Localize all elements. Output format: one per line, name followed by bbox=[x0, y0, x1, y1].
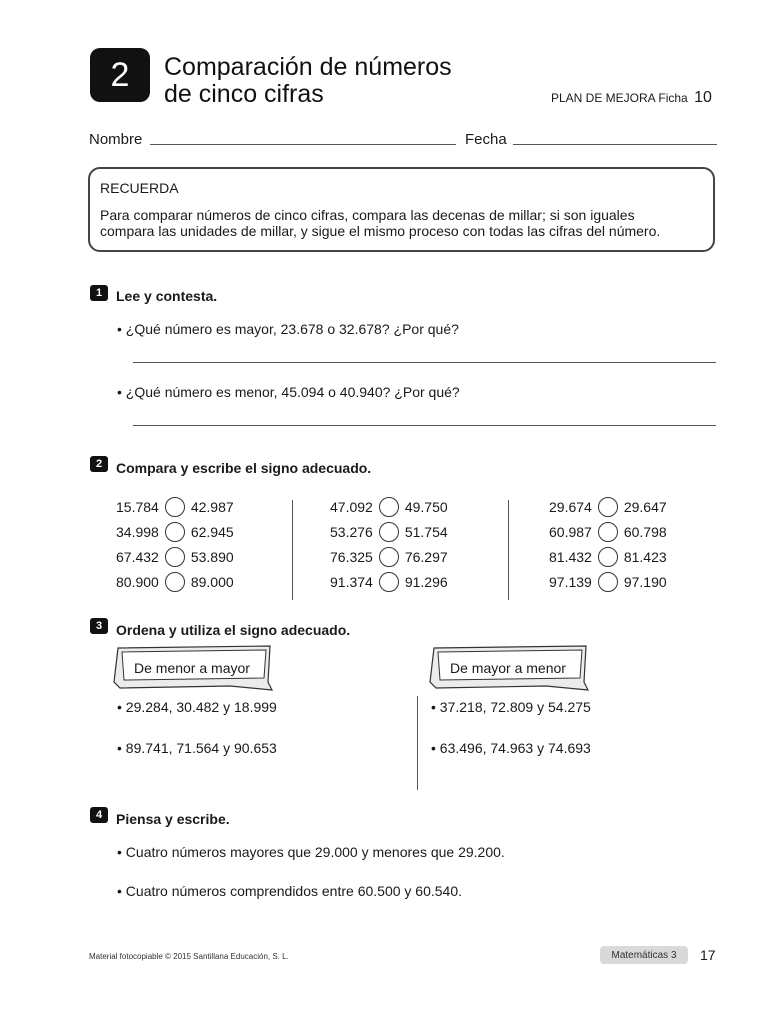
ex1-question-2: • ¿Qué número es menor, 45.094 o 40.940? ¿Por qué? bbox=[117, 384, 460, 400]
fecha-label: Fecha bbox=[465, 131, 507, 148]
page-number: 17 bbox=[700, 947, 716, 963]
compare-column-1 bbox=[116, 494, 234, 594]
unit-number: 2 bbox=[110, 55, 130, 94]
subject-badge: Matemáticas 3 bbox=[600, 946, 688, 964]
compare-row: 91.374 91.296 bbox=[330, 573, 448, 590]
compare-column-2 bbox=[330, 494, 448, 594]
exercise-3-icon: 3 bbox=[90, 618, 108, 634]
ex3-left-item-1: • 29.284, 30.482 y 18.999 bbox=[117, 699, 277, 715]
compare-row: 15.784 42.987 bbox=[116, 498, 234, 515]
ex1-answer-line-2[interactable] bbox=[133, 425, 716, 426]
page-title bbox=[164, 54, 452, 108]
tag-menor-mayor: De menor a mayor bbox=[134, 660, 250, 676]
exercise-4-icon: 4 bbox=[90, 807, 108, 823]
plan-text: PLAN DE MEJORA bbox=[551, 91, 656, 105]
compare-row: 29.674 29.647 bbox=[549, 498, 667, 515]
column-divider bbox=[508, 500, 509, 600]
recuerda-text bbox=[100, 207, 710, 239]
ex3-right-item-2: • 63.496, 74.963 y 74.693 bbox=[431, 740, 591, 756]
ex3-right-item-1: • 37.218, 72.809 y 54.275 bbox=[431, 699, 591, 715]
ex3-left-item-2: • 89.741, 71.564 y 90.653 bbox=[117, 740, 277, 756]
recuerda-line-1: Para comparar números de cinco cifras, compara las decenas de millar; si son iguales bbox=[100, 207, 635, 223]
sign-circle[interactable] bbox=[165, 547, 185, 567]
nombre-label: Nombre bbox=[89, 131, 143, 148]
ex4-item-1: • Cuatro números mayores que 29.000 y menores que 29.200. bbox=[117, 844, 505, 860]
title-line-2: de cinco cifras bbox=[164, 80, 324, 108]
plan-label bbox=[551, 89, 712, 107]
recuerda-line-2: compara las unidades de millar, y sigue el mismo proceso con todas las cifras del número. bbox=[100, 223, 661, 239]
column-divider bbox=[292, 500, 293, 600]
sign-circle[interactable] bbox=[379, 497, 399, 517]
recuerda-title: RECUERDA bbox=[100, 180, 179, 196]
sign-circle[interactable] bbox=[165, 522, 185, 542]
compare-row: 47.092 49.750 bbox=[330, 498, 448, 515]
sign-circle[interactable] bbox=[165, 572, 185, 592]
compare-row: 97.139 97.190 bbox=[549, 573, 667, 590]
ex4-item-2: • Cuatro números comprendidos entre 60.500 y 60.540. bbox=[117, 883, 463, 899]
exercise-2-title: Compara y escribe el signo adecuado. bbox=[116, 460, 372, 476]
unit-number-badge bbox=[90, 48, 150, 102]
sign-circle[interactable] bbox=[165, 497, 185, 517]
sign-circle[interactable] bbox=[598, 547, 618, 567]
sign-circle[interactable] bbox=[379, 572, 399, 592]
exercise-3-title: Ordena y utiliza el signo adecuado. bbox=[116, 622, 351, 638]
sign-circle[interactable] bbox=[379, 522, 399, 542]
ex1-question-1: • ¿Qué número es mayor, 23.678 o 32.678? ¿Por qué? bbox=[117, 321, 459, 337]
sign-circle[interactable] bbox=[379, 547, 399, 567]
copyright-text: Material fotocopiable © 2015 Santillana Educación, S. L. bbox=[89, 952, 289, 961]
fecha-line[interactable] bbox=[513, 144, 717, 145]
compare-row: 53.276 51.754 bbox=[330, 523, 448, 540]
compare-row: 80.900 89.000 bbox=[116, 573, 234, 590]
column-divider bbox=[417, 696, 418, 790]
compare-row: 67.432 53.890 bbox=[116, 548, 234, 565]
compare-row: 34.998 62.945 bbox=[116, 523, 234, 540]
ficha-label: Ficha bbox=[658, 91, 688, 105]
title-line-1: Comparación de números bbox=[164, 53, 452, 81]
tag-mayor-menor: De mayor a menor bbox=[450, 660, 566, 676]
compare-row: 76.325 76.297 bbox=[330, 548, 448, 565]
compare-column-3 bbox=[549, 494, 667, 594]
nombre-line[interactable] bbox=[150, 144, 456, 145]
ficha-number: 10 bbox=[694, 89, 712, 106]
exercise-4-title: Piensa y escribe. bbox=[116, 811, 230, 827]
exercise-1-icon: 1 bbox=[90, 285, 108, 301]
exercise-2-icon: 2 bbox=[90, 456, 108, 472]
compare-row: 60.987 60.798 bbox=[549, 523, 667, 540]
sign-circle[interactable] bbox=[598, 572, 618, 592]
sign-circle[interactable] bbox=[598, 497, 618, 517]
ex1-answer-line-1[interactable] bbox=[133, 362, 716, 363]
compare-row: 81.432 81.423 bbox=[549, 548, 667, 565]
sign-circle[interactable] bbox=[598, 522, 618, 542]
exercise-1-title: Lee y contesta. bbox=[116, 288, 218, 304]
